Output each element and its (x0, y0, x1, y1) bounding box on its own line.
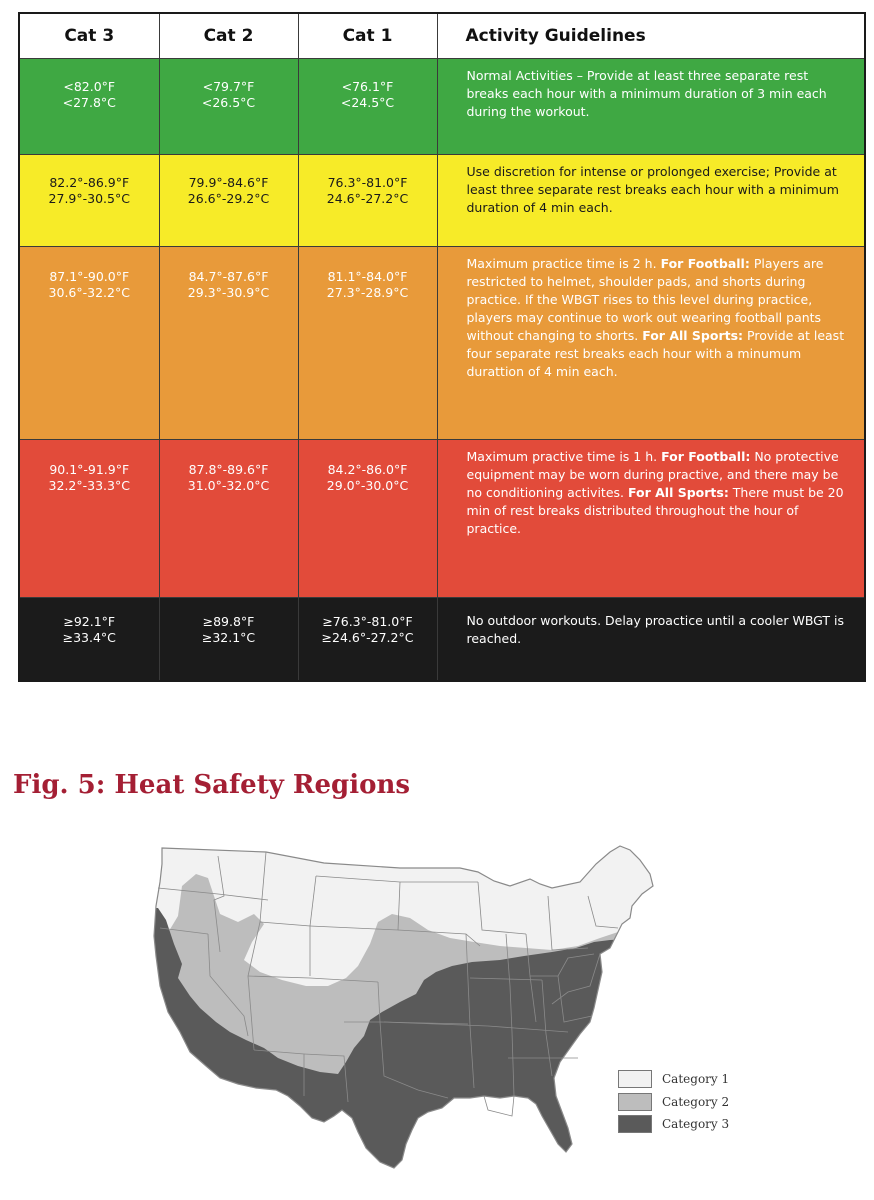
table-row (19, 598, 865, 682)
fahrenheit-range: 84.2°-86.0°F (327, 462, 408, 477)
fahrenheit-range: 87.1°-90.0°F (49, 269, 130, 284)
activity-guideline-cell (437, 155, 865, 247)
table-row (19, 247, 865, 440)
celsius-range: 29.0°-30.0°C (326, 478, 409, 493)
legend-swatch (618, 1115, 652, 1133)
celsius-range: ≥24.6°-27.2°C (321, 630, 414, 645)
guideline-text: Provide at least four separate rest breaks each hour with a minumum durattion of 4 min each. (466, 328, 845, 379)
celsius-range: ≥32.1°C (201, 630, 256, 645)
cat1-range-cell (298, 155, 437, 247)
header-row (19, 13, 865, 59)
cat3-range-cell (19, 440, 159, 598)
header-cat3: Cat 3 (19, 13, 159, 59)
celsius-range: ≥33.4°C (62, 630, 116, 645)
table-row (19, 440, 865, 598)
guideline-text: No outdoor workouts. Delay proactice until a cooler WBGT is reached. (466, 613, 845, 646)
header-cat1: Cat 1 (298, 13, 437, 59)
cat2-range-cell (159, 155, 298, 247)
table-row (19, 155, 865, 247)
guideline-text: Players are restricted to helmet, shoulder pads, and shorts during practice. If the WBGT rises to this level during practice, players may continue to work out wearing football pants without changing to shorts. (466, 256, 824, 343)
celsius-range: 27.9°-30.5°C (48, 191, 130, 206)
legend-item-category3 (618, 1113, 729, 1136)
celsius-range: 30.6°-32.2°C (48, 285, 130, 300)
fahrenheit-range: 90.1°-91.9°F (49, 462, 130, 477)
header-cat2: Cat 2 (159, 13, 298, 59)
cat2-range-cell (159, 59, 298, 155)
us-heat-regions-map (148, 826, 688, 1174)
celsius-range: 24.6°-27.2°C (326, 191, 409, 206)
legend-swatch (618, 1070, 652, 1088)
cat1-range-cell (298, 598, 437, 682)
legend-item-category2 (618, 1091, 729, 1114)
fahrenheit-range: <82.0°F (63, 79, 116, 94)
cat3-range-cell (19, 59, 159, 155)
guideline-emphasis: For All Sports: (642, 328, 744, 343)
celsius-range: 27.3°-28.9°C (326, 285, 409, 300)
map-legend (618, 1068, 729, 1136)
cat1-range-cell (298, 247, 437, 440)
fahrenheit-range: ≥92.1°F (63, 614, 116, 629)
activity-guideline-cell (437, 598, 865, 682)
legend-label: Category 1 (662, 1072, 730, 1087)
celsius-range: 31.0°-32.0°C (187, 478, 270, 493)
celsius-range: 32.2°-33.3°C (48, 478, 130, 493)
legend-item-category1 (618, 1068, 729, 1091)
guideline-text: Maximum practice time is 2 h. (466, 256, 661, 271)
fahrenheit-range: 81.1°-84.0°F (327, 269, 408, 284)
legend-swatch (618, 1093, 652, 1111)
fahrenheit-range: 84.7°-87.6°F (188, 269, 269, 284)
guideline-text: Normal Activities – Provide at least three separate rest breaks each hour with a minimum duration of 3 min each during the workout. (466, 68, 827, 119)
celsius-range: 29.3°-30.9°C (187, 285, 270, 300)
fahrenheit-range: 87.8°-89.6°F (188, 462, 269, 477)
guideline-text: Maximum practive time is 1 h. (466, 449, 662, 464)
legend-label: Category 2 (662, 1094, 730, 1109)
celsius-range: <26.5°C (201, 95, 256, 110)
legend-label: Category 3 (662, 1117, 730, 1132)
table-row (19, 59, 865, 155)
fahrenheit-range: ≥76.3°-81.0°F (322, 614, 413, 629)
guideline-text: There must be 20 min of rest breaks distributed throughout the hour of practice. (466, 485, 844, 536)
celsius-range: <24.5°C (340, 95, 395, 110)
activity-guideline-cell (437, 59, 865, 155)
fahrenheit-range: 79.9°-84.6°F (188, 175, 269, 190)
cat1-range-cell (298, 440, 437, 598)
heat-guidelines-table (18, 12, 866, 682)
fahrenheit-range: 76.3°-81.0°F (327, 175, 408, 190)
guideline-text: No protective equipment may be worn during practive, and there may be no conditioning activites. (466, 449, 839, 500)
cat3-range-cell (19, 598, 159, 682)
header-activity-guidelines: Activity Guidelines (437, 13, 865, 59)
activity-guideline-cell (437, 440, 865, 598)
celsius-range: <27.8°C (62, 95, 116, 110)
guideline-emphasis: For Football: (660, 256, 750, 271)
guideline-emphasis: For Football: (661, 449, 751, 464)
cat2-range-cell (159, 247, 298, 440)
fahrenheit-range: ≥89.8°F (202, 614, 255, 629)
cat3-range-cell (19, 247, 159, 440)
guideline-text: Use discretion for intense or prolonged exercise; Provide at least three separate rest breaks each hour with a minimum duration of 4 min each. (466, 164, 839, 215)
fahrenheit-range: 82.2°-86.9°F (49, 175, 130, 190)
celsius-range: 26.6°-29.2°C (187, 191, 270, 206)
activity-guideline-cell (437, 247, 865, 440)
fahrenheit-range: <76.1°F (341, 79, 394, 94)
fahrenheit-range: <79.7°F (202, 79, 255, 94)
cat3-range-cell (19, 155, 159, 247)
guideline-emphasis: For All Sports: (627, 485, 729, 500)
cat2-range-cell (159, 598, 298, 682)
cat1-range-cell (298, 59, 437, 155)
figure-title: Fig. 5: Heat Safety Regions (13, 770, 410, 800)
cat2-range-cell (159, 440, 298, 598)
